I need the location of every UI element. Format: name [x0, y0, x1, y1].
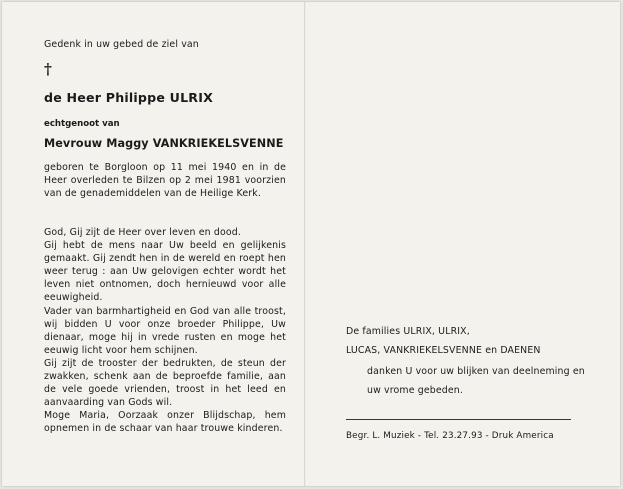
cross-icon: † [44, 60, 52, 78]
prayer-paragraph: Gij hebt de mens naar Uw beeld en gelijkenis gemaakt. Gij zendt hen in de wereld en roept hen weer terug : aan Uw gelovigen echter wordt het leven niet ontnomen, doch hernieuwd voor alle eeuwigheid. [44, 240, 286, 304]
prayer-text [44, 226, 286, 436]
biography-text: geboren te Borgloon op 11 mei 1940 en in de Heer overleden te Bilzen op 2 mei 1981 voorzien van de genademiddelen van de Heilige Kerk. [44, 162, 286, 200]
spouse-name: Mevrouw Maggy VANKRIEKELSVENNE [44, 137, 284, 150]
thanks-text: danken U voor uw blijken van deelneming en uw vrome gebeden. [367, 366, 585, 396]
relation-text: echtgenoot van [44, 119, 120, 129]
deceased-name: de Heer Philippe ULRIX [44, 90, 214, 105]
prayer-paragraph: Vader van barmhartigheid en God van alle troost, wij bidden U voor onze broeder Philippe, Uw dienaar, moge hij in vrede rusten en moge het eeuwig licht voor hem schijnen. [44, 305, 286, 356]
card-fold [304, 2, 306, 486]
families-line: De families ULRIX, ULRIX, [346, 326, 470, 337]
printer-line: Begr. L. Muziek - Tel. 23.27.93 - Druk America [346, 431, 554, 441]
prayer-paragraph: Gij zijt de trooster der bedrukten, de steun der zwakken, schenk aan de beproefde familie, aan de vele goede vrienden, troost in het leed en aanvaarding van Gods wil. [44, 357, 286, 409]
prayer-paragraph: God, Gij zijt de Heer over leven en dood. [44, 227, 241, 238]
prayer-paragraph: Moge Maria, Oorzaak onzer Blijdschap, hem opnemen in de schaar van haar trouwe kinderen. [44, 410, 286, 435]
divider [346, 419, 571, 420]
families-line: LUCAS, VANKRIEKELSVENNE en DAENEN [346, 345, 541, 356]
intro-text: Gedenk in uw gebed de ziel van [44, 39, 199, 50]
